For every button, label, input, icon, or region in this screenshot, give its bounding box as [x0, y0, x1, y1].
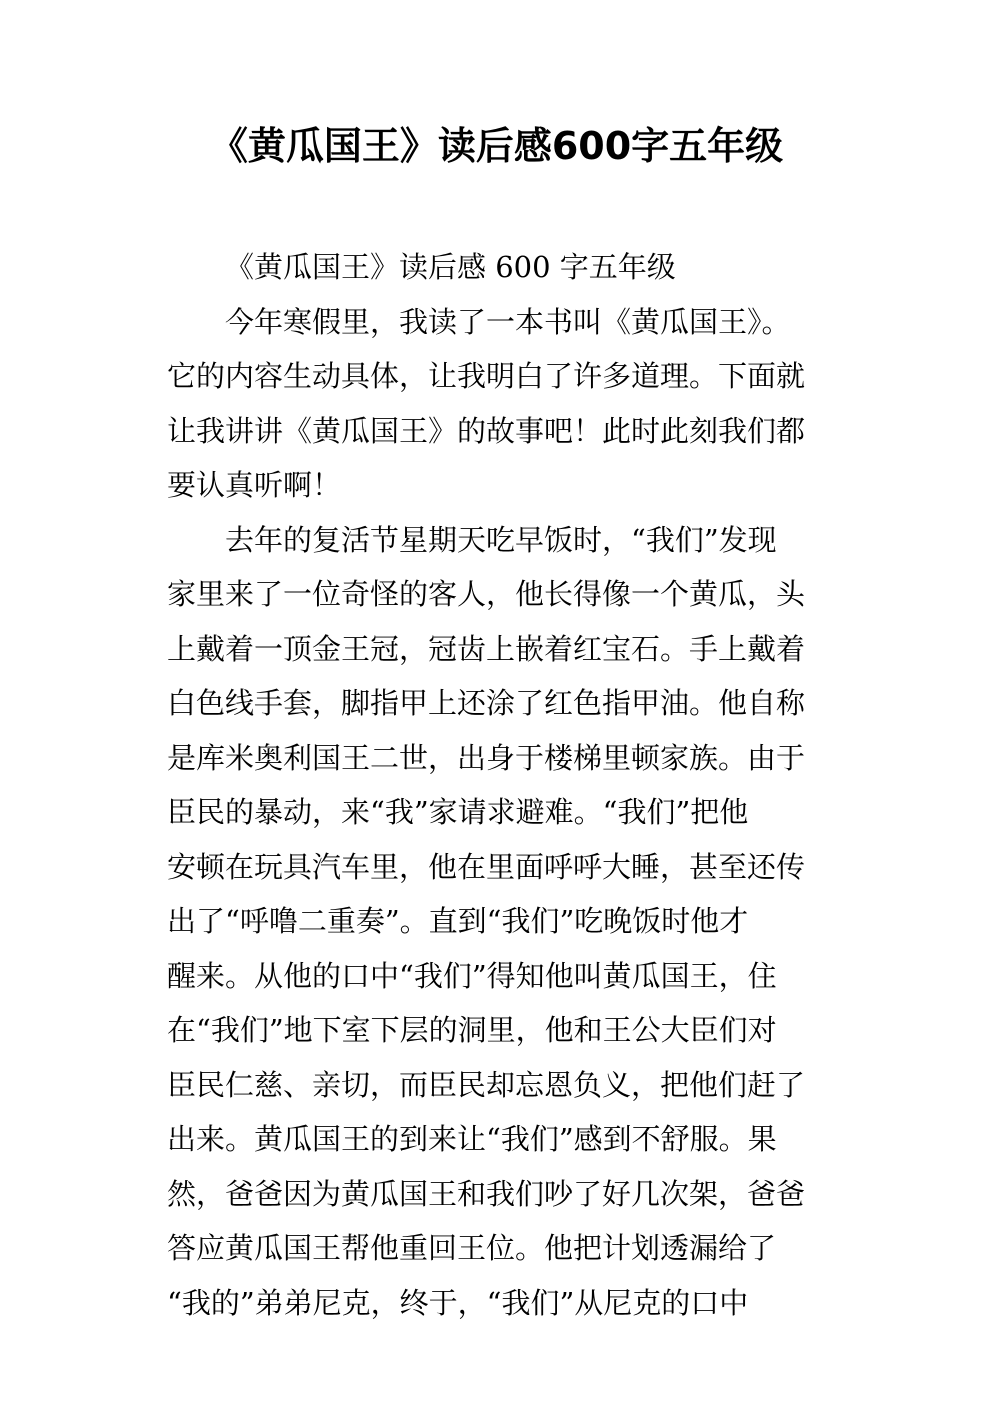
text-line: 然，爸爸因为黄瓜国王和我们吵了好几次架，爸爸 [167, 1176, 806, 1211]
text-line: 让我讲讲《黄瓜国王》的故事吧！此时此刻我们都 [167, 413, 806, 448]
text-line: 在“我们”地下室下层的洞里，他和王公大臣们对 [167, 1013, 777, 1047]
text-line: 臣民的暴动，来“我”家请求避难。“我们”把他 [167, 795, 749, 829]
text-line: 答应黄瓜国王帮他重回王位。他把计划透漏给了 [167, 1231, 777, 1265]
text-line: 臣民仁慈、亲切，而臣民却忘恩负义，把他们赶了 [167, 1067, 806, 1102]
text-line: 要认真听啊！ [167, 468, 342, 502]
text-line: 醒来。从他的口中“我们”得知他叫黄瓜国王，住 [167, 958, 777, 993]
text-line: 上戴着一顶金王冠，冠齿上嵌着红宝石。手上戴着 [167, 631, 806, 666]
text-line: 它的内容生动具体，让我明白了许多道理。下面就 [167, 359, 806, 393]
text-line: “我的”弟弟尼克，终于，“我们”从尼克的口中 [167, 1285, 749, 1320]
text-line: 出了“呼噜二重奏”。直到“我们”吃晚饭时他才 [167, 904, 749, 938]
document-body [167, 240, 837, 1330]
text-line: 是库米奥利国王二世，出身于楼梯里顿家族。由于 [167, 740, 806, 775]
text-line: 出来。黄瓜国王的到来让“我们”感到不舒服。果 [167, 1122, 777, 1156]
text-line: 去年的复活节星期天吃早饭时，“我们”发现 [225, 522, 777, 557]
document-title: 《黄瓜国王》读后感600字五年级 [209, 124, 784, 168]
text-line: 今年寒假里，我读了一本书叫《黄瓜国王》。 [225, 304, 791, 339]
text-line: 安顿在玩具汽车里，他在里面呼呼大睡，甚至还传 [167, 849, 806, 884]
text-line: 家里来了一位奇怪的客人，他长得像一个黄瓜，头 [167, 577, 806, 611]
text-line: 白色线手套，脚指甲上还涂了红色指甲油。他自称 [167, 686, 806, 720]
text-line: 《黄瓜国王》读后感 600 字五年级 [225, 250, 676, 284]
